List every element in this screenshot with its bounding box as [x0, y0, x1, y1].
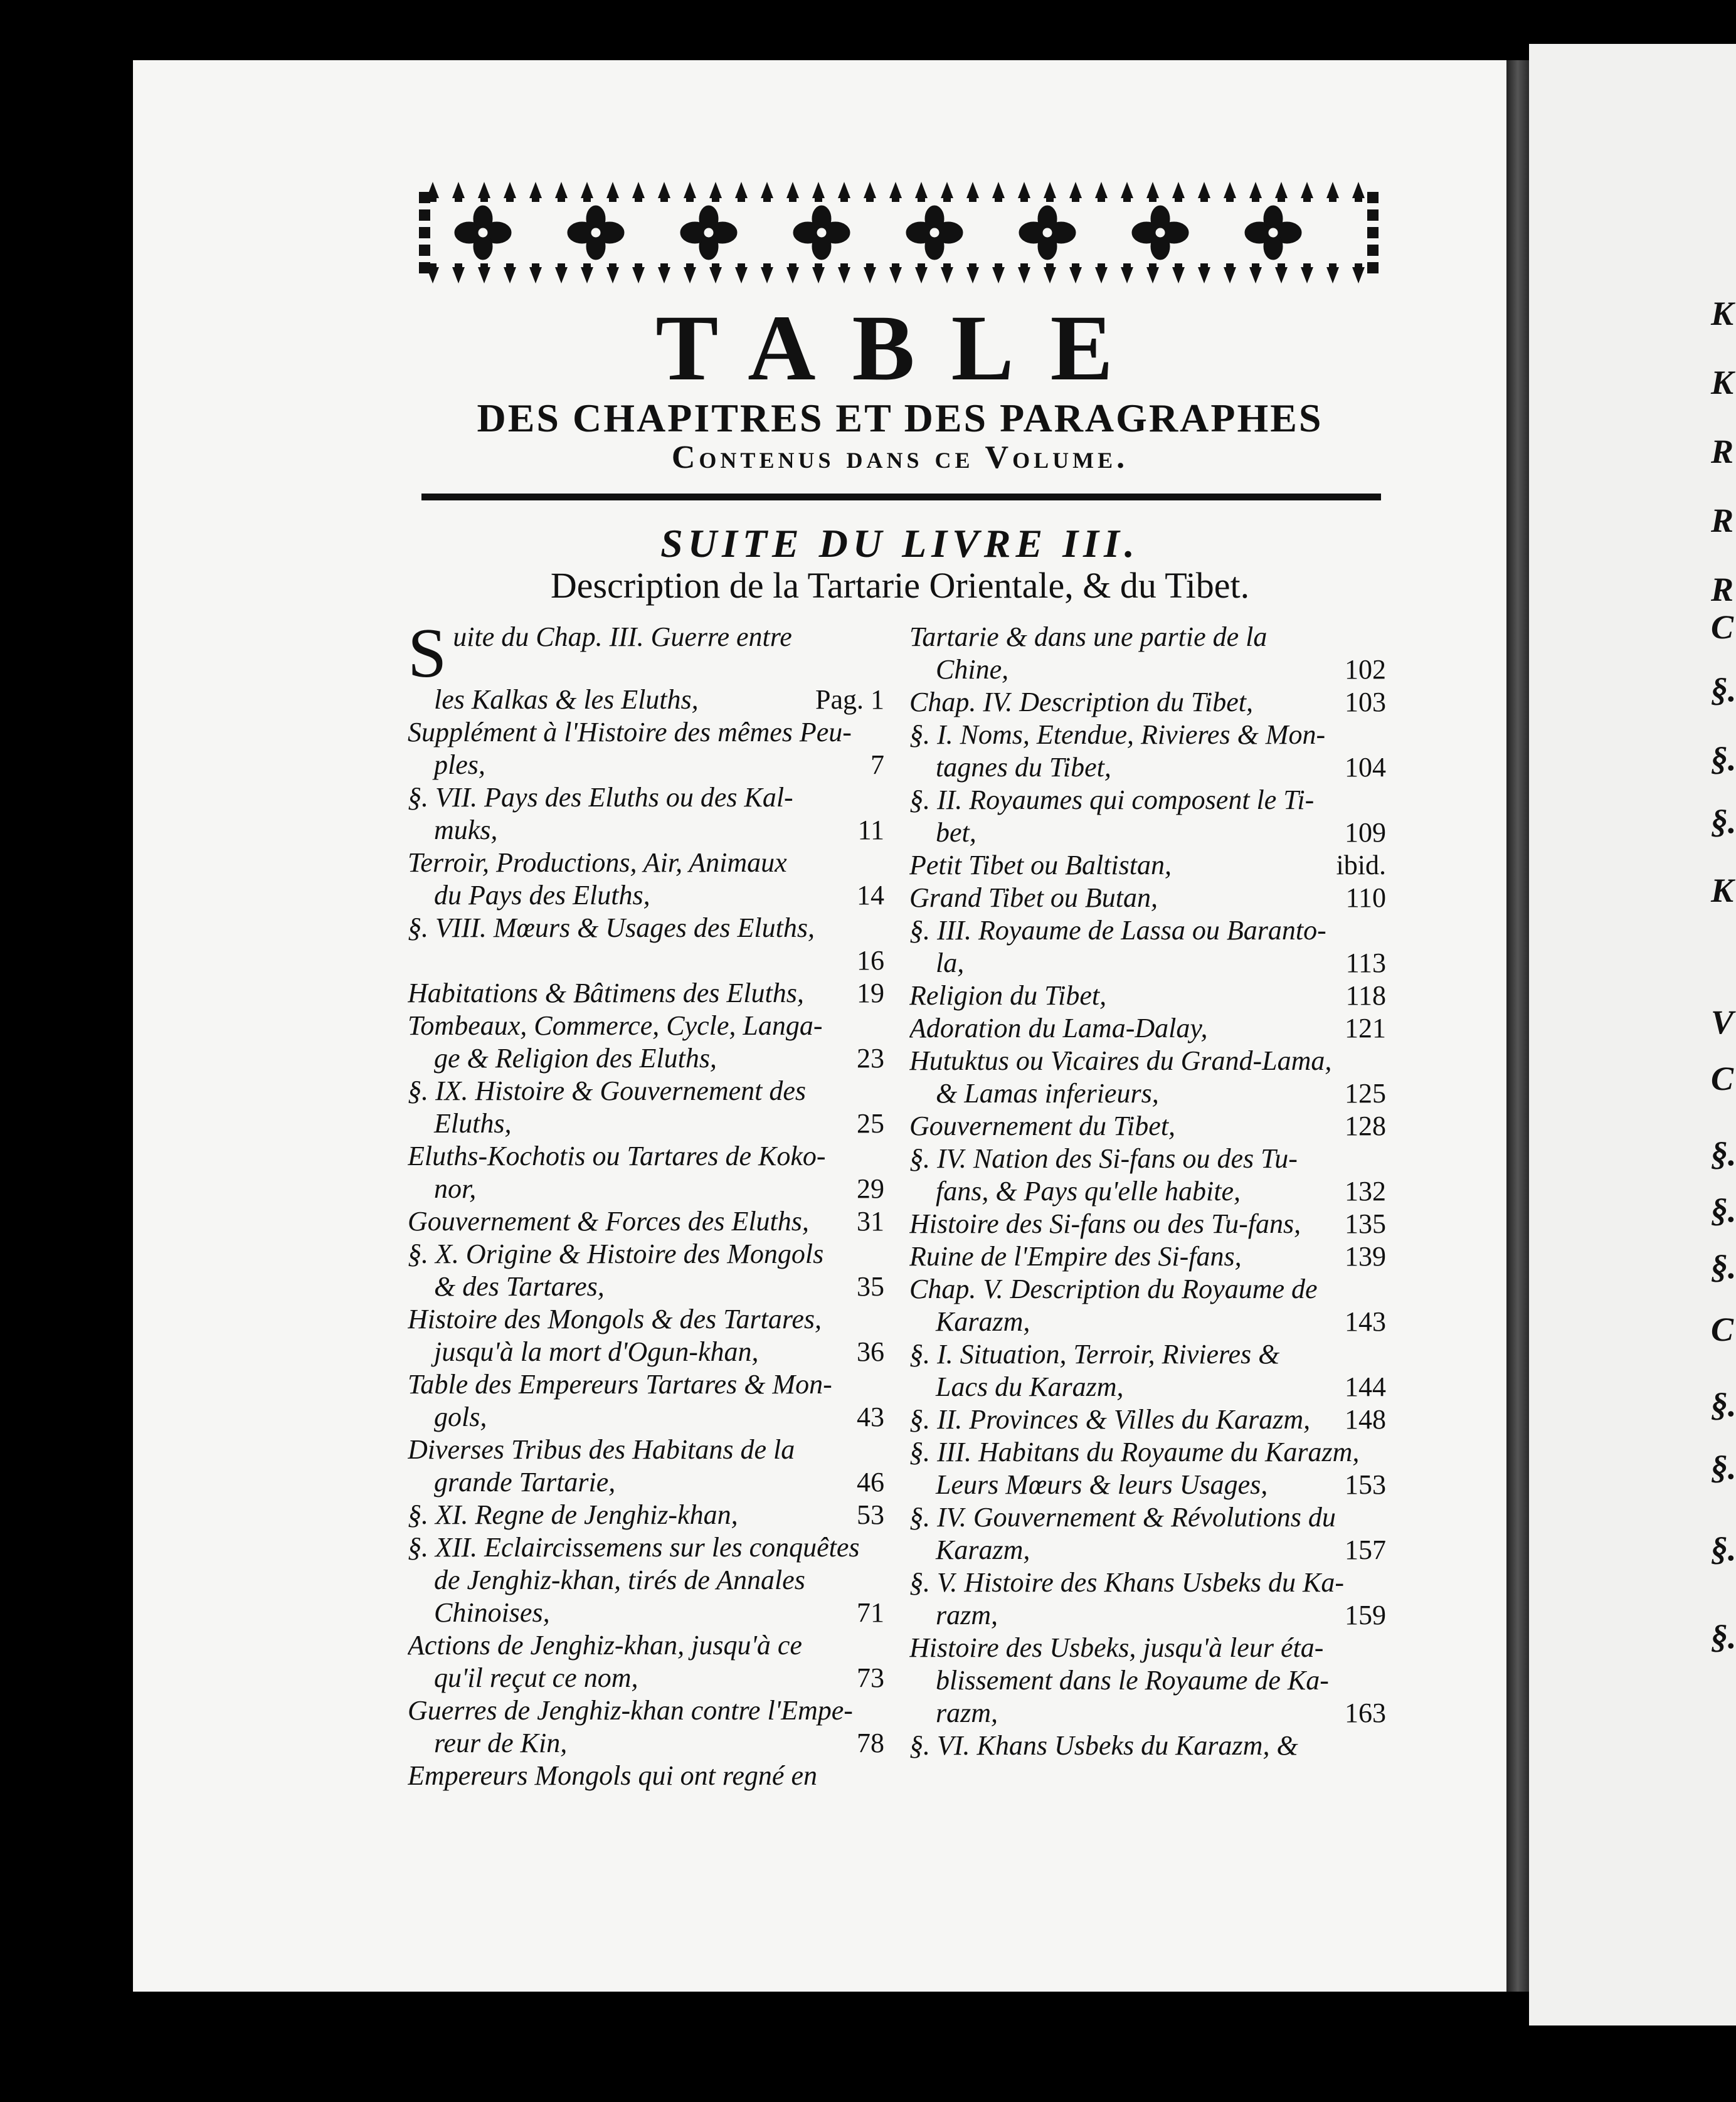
toc-page-number: 14 — [857, 880, 884, 911]
ornament-bottom-motif — [812, 263, 825, 283]
book-description: Description de la Tartarie Orientale, & du Tibet. — [550, 565, 1250, 606]
ornament-bottom-motif — [915, 263, 928, 283]
toc-entry-line: §. X. Origine & Histoire des Mongols — [408, 1238, 824, 1269]
facing-page-letter: §. — [1711, 1135, 1736, 1173]
toc-entry — [909, 1632, 1386, 1730]
ornament-top-motif — [1172, 182, 1185, 202]
toc-entry — [408, 1303, 884, 1368]
ornament-bottom-motif — [1044, 263, 1056, 283]
toc-column-left — [408, 621, 884, 1792]
ornament-side-motif — [1367, 227, 1379, 238]
facing-page-letter: C — [1711, 1060, 1734, 1097]
facing-page-letter: K — [1711, 872, 1734, 909]
ornament-top-motif — [1146, 182, 1159, 202]
toc-entry — [909, 1436, 1386, 1501]
ornament-top-motif — [452, 182, 465, 202]
toc-entry-line: Empereurs Mongols qui ont regné en — [408, 1760, 817, 1791]
ornament-bottom-motif — [555, 263, 568, 283]
toc-entry — [408, 1694, 884, 1760]
toc-entry-line: ge & Religion des Eluths, — [434, 1043, 717, 1074]
ornament-fleuron — [794, 206, 849, 259]
toc-page-number: Pag. 1 — [815, 684, 884, 715]
ornament-side-motif — [419, 262, 430, 273]
ornament-side-motif — [419, 227, 430, 238]
toc-entry-line: nor, — [434, 1173, 477, 1204]
toc-page-number: 53 — [857, 1499, 884, 1530]
toc-entry-line: Grand Tibet ou Butan, — [909, 882, 1158, 913]
toc-entry — [408, 1368, 884, 1434]
ornament-bottom-motif — [1146, 263, 1159, 283]
toc-page-number: 7 — [871, 749, 884, 780]
ornament-top-motif — [658, 182, 670, 202]
ornament-top-motif — [941, 182, 953, 202]
toc-entry-line: razm, — [936, 1698, 998, 1728]
title-block — [0, 296, 1736, 400]
toc-entry — [408, 977, 884, 1010]
toc-entry-line: Histoire des Usbeks, jusqu'à leur éta- — [909, 1632, 1324, 1663]
toc-entry — [408, 621, 884, 716]
page-title: TABLE — [655, 296, 1150, 400]
toc-entry — [909, 1273, 1386, 1338]
ornament-side-motif — [1367, 262, 1379, 273]
toc-entry-line: §. I. Situation, Terroir, Rivieres & — [909, 1339, 1280, 1370]
toc-page-number: 11 — [857, 815, 884, 845]
toc-entry-line: Eluths, — [434, 1108, 512, 1139]
ornament-fleuron — [568, 206, 623, 259]
ornament-top-motif — [632, 182, 645, 202]
subtitle-line-2: Contenus dans ce Volume. — [671, 440, 1129, 475]
ornament-bottom-motif — [992, 263, 1005, 283]
ornament-top-motif — [838, 182, 850, 202]
toc-entry — [408, 781, 884, 847]
facing-page-letter: §. — [1711, 740, 1736, 778]
toc-entry-line: Lacs du Karazm, — [936, 1371, 1124, 1402]
toc-entry-line: Diverses Tribus des Habitans de la — [408, 1434, 795, 1465]
ornament-fleuron — [455, 206, 511, 259]
toc-entry-line: Chap. V. Description du Royaume de — [909, 1274, 1318, 1304]
ornament-top-motif — [529, 182, 542, 202]
toc-entry — [909, 1045, 1386, 1110]
ornament-top-motif — [581, 182, 593, 202]
toc-page-number: 43 — [857, 1402, 884, 1432]
ornament-fleuron — [1020, 206, 1075, 259]
toc-page-number: 102 — [1345, 654, 1386, 685]
toc-entry-line: Histoire des Mongols & des Tartares, — [408, 1304, 822, 1334]
ornament-bottom-motif — [684, 263, 696, 283]
ornament-top-motif — [1224, 182, 1236, 202]
toc-page-number: 109 — [1345, 817, 1386, 848]
toc-page-number: 118 — [1345, 980, 1386, 1011]
facing-page-letter: §. — [1711, 1248, 1736, 1286]
ornament-top-motif — [1121, 182, 1133, 202]
toc-entry — [909, 621, 1386, 686]
ornament-side-motif — [1367, 245, 1379, 256]
ornament-top-motif — [555, 182, 568, 202]
toc-page-number: 31 — [857, 1206, 884, 1237]
toc-entry-line: grande Tartarie, — [434, 1467, 616, 1497]
ornament-top-motif — [1352, 182, 1365, 202]
ornament-top-motif — [992, 182, 1005, 202]
toc-page-number: 153 — [1345, 1469, 1386, 1500]
toc-entry-line: la, — [936, 948, 965, 978]
toc-entry — [408, 1434, 884, 1499]
ornament-bottom-motif — [1224, 263, 1236, 283]
toc-page-number: 78 — [857, 1728, 884, 1758]
toc-entry-line: §. IV. Gouvernement & Révolutions du — [909, 1502, 1336, 1533]
ornament-top-motif — [1018, 182, 1030, 202]
toc-entry — [909, 1110, 1386, 1143]
ornamental-headpiece — [414, 173, 1386, 292]
ornament-bottom-motif — [1172, 263, 1185, 283]
toc-entry-line: & Lamas inferieurs, — [936, 1078, 1159, 1109]
toc-page-number: 36 — [857, 1336, 884, 1367]
facing-page-letter: §. — [1711, 1618, 1736, 1656]
toc-page-number: 143 — [1345, 1306, 1386, 1337]
toc-entry-line: de Jenghiz-khan, tirés de Annales — [434, 1565, 805, 1595]
ornament-top-motif — [966, 182, 979, 202]
ornament-bottom-motif — [709, 263, 722, 283]
toc-entry-line: §. V. Histoire des Khans Usbeks du Ka- — [909, 1567, 1344, 1598]
toc-entry-line: §. VIII. Mœurs & Usages des Eluths, — [408, 912, 815, 943]
toc-entry-line: Suite du Chap. III. Guerre entre — [408, 621, 792, 684]
toc-entry — [909, 1012, 1386, 1045]
toc-entry-line: Hutuktus ou Vicaires du Grand-Lama, — [909, 1045, 1332, 1076]
toc-entry-line: Habitations & Bâtimens des Eluths, — [408, 978, 804, 1008]
toc-page-number: 128 — [1345, 1111, 1386, 1141]
toc-entry-line: Histoire des Si-fans ou des Tu-fans, — [909, 1208, 1301, 1239]
toc-entry — [408, 1010, 884, 1075]
ornament-top-motif — [812, 182, 825, 202]
ornament-top-motif — [606, 182, 619, 202]
ornament-top-motif — [684, 182, 696, 202]
ornament-fleuron — [681, 206, 736, 259]
ornament-bottom-motif — [1069, 263, 1082, 283]
ornament-bottom-motif — [1018, 263, 1030, 283]
toc-entry-line: blissement dans le Royaume de Ka- — [936, 1665, 1329, 1696]
ornament-bottom-motif — [1121, 263, 1133, 283]
toc-entry-line: §. I. Noms, Etendue, Rivieres & Mon- — [909, 719, 1326, 750]
toc-entry-line: Petit Tibet ou Baltistan, — [909, 850, 1172, 880]
toc-entry-line: du Pays des Eluths, — [434, 880, 650, 911]
toc-entry — [909, 980, 1386, 1012]
toc-entry-line: Terroir, Productions, Air, Animaux — [408, 847, 787, 878]
ornament-bottom-motif — [478, 263, 490, 283]
ornament-bottom-motif — [1301, 263, 1313, 283]
facing-page-letter: K — [1711, 364, 1734, 401]
toc-page-number: 121 — [1345, 1013, 1386, 1043]
toc-entry-line: Tombeaux, Commerce, Cycle, Langa- — [408, 1010, 823, 1041]
ornament-top-motif — [864, 182, 876, 202]
toc-entry-line: §. XII. Eclaircissemens sur les conquêtes — [408, 1532, 860, 1563]
toc-page-number: 159 — [1345, 1600, 1386, 1630]
ornament-side-motif — [1367, 209, 1379, 221]
facing-page-letter: C — [1711, 608, 1734, 646]
ornament-top-motif — [1095, 182, 1108, 202]
ornament-bottom-motif — [452, 263, 465, 283]
ornament-top-motif — [1069, 182, 1082, 202]
toc-entry-line: Religion du Tibet, — [909, 980, 1107, 1011]
toc-entry-line: ples, — [434, 749, 485, 780]
toc-page-number: 35 — [857, 1271, 884, 1302]
facing-page-letter: §. — [1711, 671, 1736, 709]
ornament-bottom-motif — [581, 263, 593, 283]
toc-page-number: 73 — [857, 1662, 884, 1693]
toc-entry — [909, 1501, 1386, 1566]
toc-entry-line: Adoration du Lama-Dalay, — [909, 1013, 1208, 1043]
toc-entry — [909, 1208, 1386, 1240]
toc-page-number: 103 — [1345, 687, 1386, 717]
ornament-fleuron — [1246, 206, 1301, 259]
facing-page-letter: C — [1711, 1311, 1734, 1348]
toc-entry-line: bet, — [936, 817, 977, 848]
toc-entry-line: Gouvernement du Tibet, — [909, 1111, 1176, 1141]
ornament-fleuron — [1133, 206, 1188, 259]
toc-page-number: 132 — [1345, 1176, 1386, 1207]
ornament-bottom-motif — [1198, 263, 1210, 283]
ornament-bottom-motif — [735, 263, 748, 283]
toc-column-right — [909, 621, 1386, 1762]
toc-page-number: 110 — [1345, 882, 1386, 913]
toc-entry-line: Karazm, — [936, 1306, 1030, 1337]
ornament-bottom-motif — [889, 263, 902, 283]
toc-page-number: 125 — [1345, 1078, 1386, 1109]
toc-entry-line: fans, & Pays qu'elle habite, — [936, 1176, 1241, 1207]
toc-entry — [909, 784, 1386, 849]
toc-entry-line: Supplément à l'Histoire des mêmes Peu- — [408, 717, 852, 747]
ornament-top-motif — [504, 182, 516, 202]
facing-page-letter: R — [1711, 433, 1734, 470]
toc-entry-line: §. III. Habitans du Royaume du Karazm, — [909, 1437, 1360, 1467]
toc-entry-line: razm, — [936, 1600, 998, 1630]
ornament-top-motif — [915, 182, 928, 202]
drop-cap: S — [408, 621, 447, 684]
toc-entry-line: Chinoises, — [434, 1597, 550, 1628]
ornament-side-motif — [419, 209, 430, 221]
ornament-bottom-motif — [632, 263, 645, 283]
ornament-top-motif — [1326, 182, 1339, 202]
toc-entry — [909, 1240, 1386, 1273]
toc-entry-line: §. III. Royaume de Lassa ou Baranto- — [909, 915, 1326, 946]
ornament-side-motif — [419, 245, 430, 256]
ornament-bottom-motif — [1326, 263, 1339, 283]
toc-entry-line: Karazm, — [936, 1534, 1030, 1565]
toc-entry — [408, 1531, 884, 1629]
divider-rule — [421, 494, 1381, 500]
toc-entry-line: §. VI. Khans Usbeks du Karazm, & — [909, 1730, 1298, 1761]
ornament-top-motif — [1249, 182, 1262, 202]
toc-entry — [909, 1403, 1386, 1436]
ornament-top-motif — [1198, 182, 1210, 202]
toc-page-number: 46 — [857, 1467, 884, 1497]
toc-entry-line: & des Tartares, — [434, 1271, 605, 1302]
ornament-side-motif — [419, 192, 430, 203]
facing-page-letter: §. — [1711, 1530, 1736, 1568]
toc-entry — [408, 847, 884, 912]
toc-entry — [909, 849, 1386, 882]
ornament-bottom-motif — [658, 263, 670, 283]
facing-page-letter: §. — [1711, 803, 1736, 840]
toc-entry-line: §. II. Provinces & Villes du Karazm, — [909, 1404, 1311, 1435]
toc-entry-line: Guerres de Jenghiz-khan contre l'Empe- — [408, 1695, 853, 1726]
toc-page-number: 144 — [1345, 1371, 1386, 1402]
toc-entry — [909, 1730, 1386, 1762]
ornament-side-motif — [1367, 192, 1379, 203]
toc-entry-line: Chap. IV. Description du Tibet, — [909, 687, 1253, 717]
ornament-bottom-motif — [606, 263, 619, 283]
ornament-bottom-motif — [1249, 263, 1262, 283]
ornament-bottom-motif — [529, 263, 542, 283]
ornament-bottom-motif — [941, 263, 953, 283]
toc-page-number: 25 — [857, 1108, 884, 1139]
toc-page-number: 71 — [857, 1597, 884, 1628]
facing-page-letter: R — [1711, 571, 1734, 608]
toc-page-number: 19 — [857, 978, 884, 1008]
toc-entry — [909, 719, 1386, 784]
ornament-bottom-motif — [864, 263, 876, 283]
toc-entry-line: gols, — [434, 1402, 487, 1432]
toc-entry — [408, 912, 884, 977]
toc-entry — [408, 1629, 884, 1694]
toc-entry — [408, 1205, 884, 1238]
subtitle-line-1: DES CHAPITRES ET DES PARAGRAPHES — [477, 396, 1323, 440]
ornament-fleuron — [907, 206, 962, 259]
toc-page-number: ibid. — [1336, 850, 1386, 880]
toc-entry-line: jusqu'à la mort d'Ogun-khan, — [434, 1336, 759, 1367]
ornament-top-motif — [478, 182, 490, 202]
toc-entry-line: muks, — [434, 815, 498, 845]
toc-entry-line: Chine, — [936, 654, 1009, 685]
ornament-top-motif — [761, 182, 773, 202]
facing-page-letter: K — [1711, 295, 1734, 332]
toc-page-number: 135 — [1345, 1208, 1386, 1239]
toc-entry — [408, 1760, 884, 1792]
toc-entry — [909, 1338, 1386, 1403]
toc-page-number: 113 — [1345, 948, 1386, 978]
toc-entry-line: §. XI. Regne de Jenghiz-khan, — [408, 1499, 738, 1530]
toc-page-number: 139 — [1345, 1241, 1386, 1272]
facing-page-letter: §. — [1711, 1386, 1736, 1423]
facing-page-letter: R — [1711, 502, 1734, 539]
ornament-bottom-motif — [786, 263, 799, 283]
toc-entry-line: les Kalkas & les Eluths, — [434, 684, 699, 715]
toc-entry — [408, 1140, 884, 1205]
toc-entry-line: qu'il reçut ce nom, — [434, 1662, 638, 1693]
facing-page-letter: §. — [1711, 1449, 1736, 1486]
ornament-bottom-motif — [1095, 263, 1108, 283]
toc-entry — [909, 1566, 1386, 1632]
ornament-top-motif — [1275, 182, 1288, 202]
ornament-top-motif — [786, 182, 799, 202]
toc-entry — [909, 882, 1386, 914]
toc-entry-line: Tartarie & dans une partie de la — [909, 621, 1268, 652]
toc-entry — [909, 914, 1386, 980]
toc-entry-line — [408, 944, 884, 977]
toc-page-number: 29 — [857, 1173, 884, 1204]
ornament-top-motif — [1301, 182, 1313, 202]
toc-page-number: 148 — [1345, 1404, 1386, 1435]
toc-entry — [909, 1143, 1386, 1208]
toc-page-number: 157 — [1345, 1534, 1386, 1565]
ornament-top-motif — [735, 182, 748, 202]
toc-page-number: 163 — [1345, 1698, 1386, 1728]
toc-entry — [909, 686, 1386, 719]
toc-entry-line: Eluths-Kochotis ou Tartares de Koko- — [408, 1141, 826, 1171]
toc-entry-line: §. VII. Pays des Eluths ou des Kal- — [408, 782, 793, 813]
ornament-bottom-motif — [504, 263, 516, 283]
toc-entry-line: §. IV. Nation des Si-fans ou des Tu- — [909, 1143, 1298, 1174]
toc-entry-line: tagnes du Tibet, — [936, 752, 1111, 783]
ornament-top-motif — [709, 182, 722, 202]
toc-entry-line: reur de Kin, — [434, 1728, 568, 1758]
toc-entry — [408, 1075, 884, 1140]
toc-entry-line: §. IX. Histoire & Gouvernement des — [408, 1075, 807, 1106]
toc-page-number: 23 — [857, 1043, 884, 1074]
ornament-bottom-motif — [1352, 263, 1365, 283]
toc-entry-line: Leurs Mœurs & leurs Usages, — [936, 1469, 1268, 1500]
ornament-bottom-motif — [966, 263, 979, 283]
toc-entry — [408, 1499, 884, 1531]
toc-entry-line: Gouvernement & Forces des Eluths, — [408, 1206, 809, 1237]
ornament-bottom-motif — [838, 263, 850, 283]
toc-entry-line: §. II. Royaumes qui composent le Ti- — [909, 784, 1315, 815]
toc-entry-line: Table des Empereurs Tartares & Mon- — [408, 1369, 832, 1400]
toc-entry-line: Ruine de l'Empire des Si-fans, — [909, 1241, 1242, 1272]
toc-entry-line: Actions de Jenghiz-khan, jusqu'à ce — [408, 1630, 802, 1661]
facing-page-letter: §. — [1711, 1191, 1736, 1229]
toc-page-number: 104 — [1345, 752, 1386, 783]
ornament-bottom-motif — [1275, 263, 1288, 283]
toc-page-number: 16 — [857, 945, 884, 976]
ornament-top-motif — [889, 182, 902, 202]
toc-entry — [408, 1238, 884, 1303]
facing-page-letter: V — [1711, 1003, 1734, 1041]
ornament-top-motif — [1044, 182, 1056, 202]
ornament-bottom-motif — [761, 263, 773, 283]
toc-entry — [408, 716, 884, 781]
book-heading: SUITE DU LIVRE III. — [660, 521, 1140, 566]
